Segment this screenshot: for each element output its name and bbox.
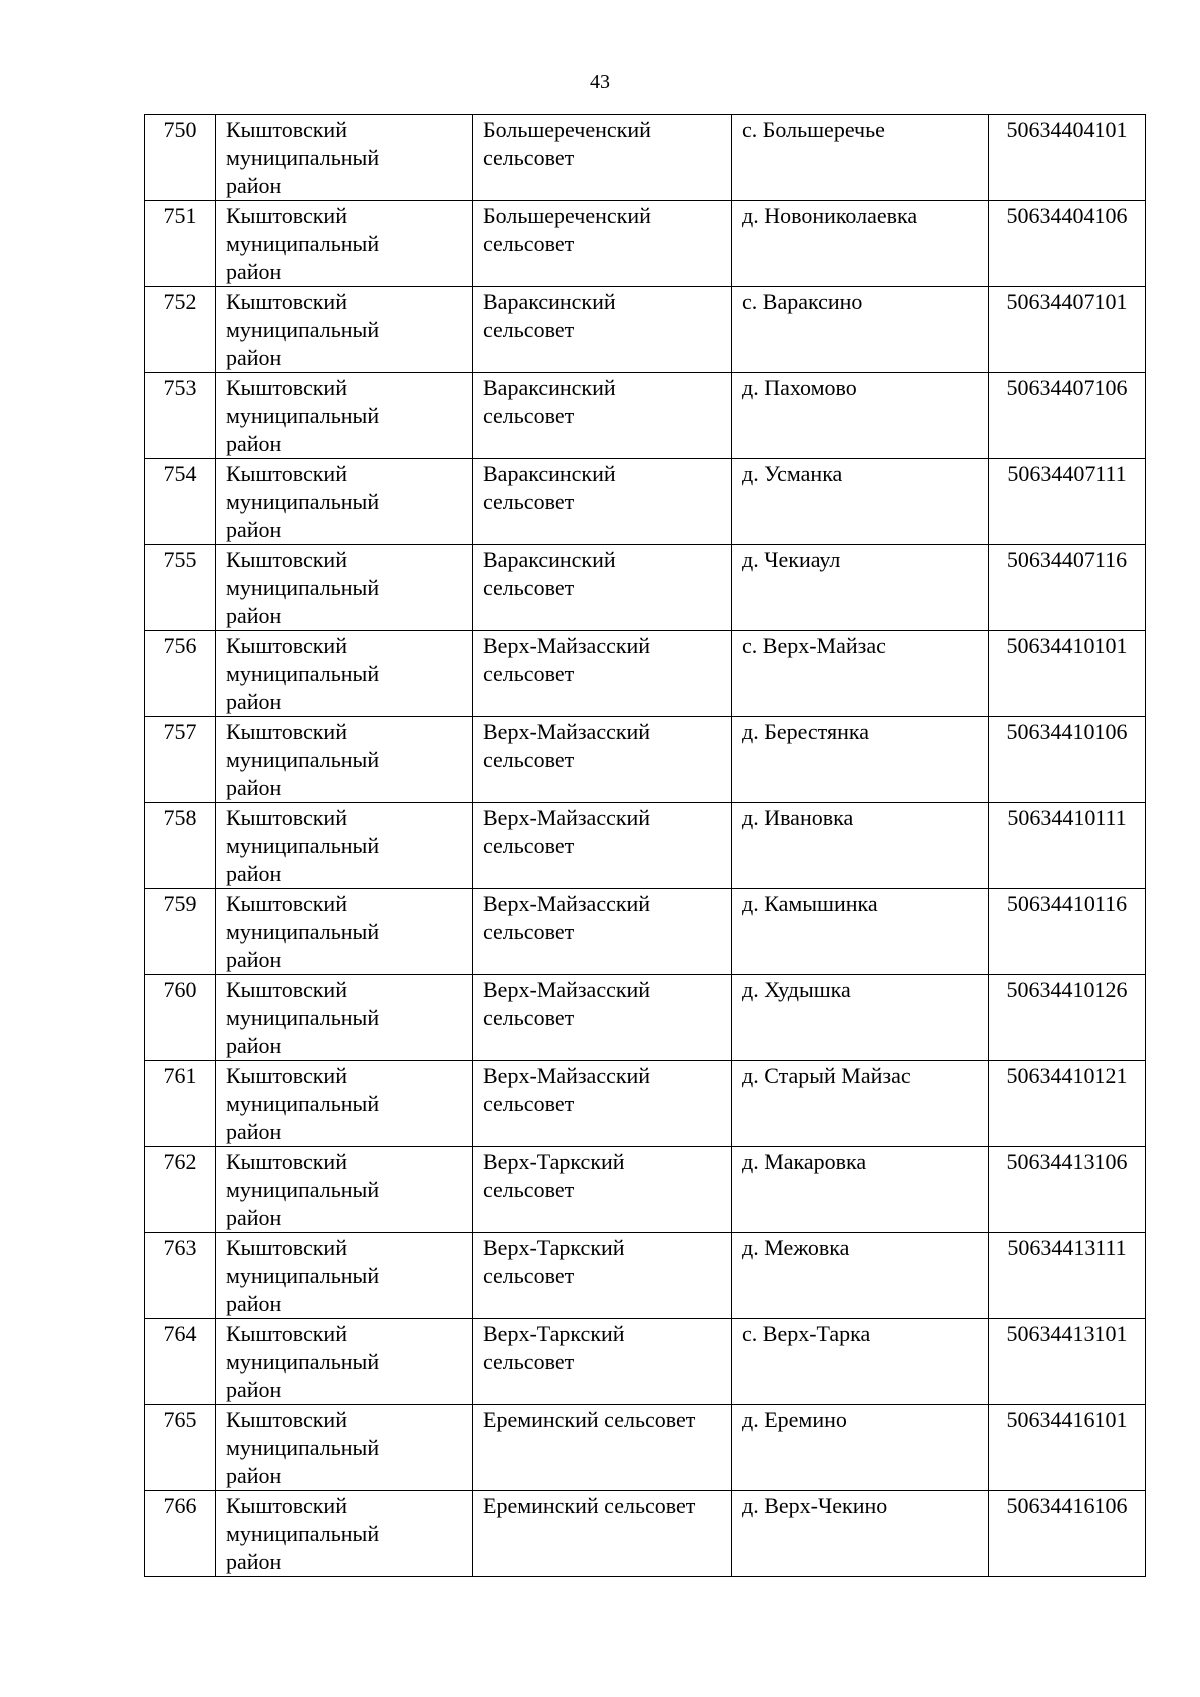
council-cell	[473, 975, 732, 1061]
district-line: муниципальный	[226, 747, 380, 772]
district-cell	[216, 1405, 473, 1491]
row-number-cell: 752	[145, 287, 216, 373]
district-line: муниципальный	[226, 661, 380, 686]
district-line: Кыштовский	[226, 375, 347, 400]
district-line: район	[226, 1291, 282, 1316]
table-body	[145, 115, 1146, 1577]
council-cell	[473, 1319, 732, 1405]
settlement-cell: д. Камышинка	[732, 889, 989, 975]
settlement-cell: д. Усманка	[732, 459, 989, 545]
district-line: район	[226, 345, 282, 370]
district-cell	[216, 115, 473, 201]
council-cell	[473, 115, 732, 201]
district-cell	[216, 803, 473, 889]
council-cell	[473, 201, 732, 287]
table-row	[145, 545, 1146, 631]
district-cell	[216, 201, 473, 287]
district-line: район	[226, 259, 282, 284]
council-cell	[473, 545, 732, 631]
settlement-cell: с. Вараксино	[732, 287, 989, 373]
oktmo-code-cell: 50634410106	[989, 717, 1146, 803]
table-row	[145, 889, 1146, 975]
council-cell	[473, 373, 732, 459]
settlement-cell: д. Межовка	[732, 1233, 989, 1319]
district-line: Кыштовский	[226, 547, 347, 572]
settlements-table	[144, 114, 1146, 1577]
district-cell	[216, 1491, 473, 1577]
district-line: муниципальный	[226, 145, 380, 170]
row-number-cell: 754	[145, 459, 216, 545]
council-line: сельсовет	[483, 403, 575, 428]
district-line: Кыштовский	[226, 805, 347, 830]
row-number-cell: 762	[145, 1147, 216, 1233]
council-line: сельсовет	[483, 1177, 575, 1202]
table-row	[145, 717, 1146, 803]
council-line: сельсовет	[483, 1349, 575, 1374]
council-line: Большереченский	[483, 203, 651, 228]
council-line: сельсовет	[483, 145, 575, 170]
district-cell	[216, 1233, 473, 1319]
district-cell	[216, 1319, 473, 1405]
oktmo-code-cell: 50634404101	[989, 115, 1146, 201]
table-row	[145, 1233, 1146, 1319]
council-line: сельсовет	[483, 317, 575, 342]
district-cell	[216, 975, 473, 1061]
table-row	[145, 975, 1146, 1061]
row-number-cell: 750	[145, 115, 216, 201]
row-number-cell: 759	[145, 889, 216, 975]
settlement-cell: с. Верх-Тарка	[732, 1319, 989, 1405]
row-number-cell: 753	[145, 373, 216, 459]
district-line: Кыштовский	[226, 1493, 347, 1518]
oktmo-code-cell: 50634416106	[989, 1491, 1146, 1577]
council-cell	[473, 1147, 732, 1233]
district-line: район	[226, 775, 282, 800]
district-line: Кыштовский	[226, 461, 347, 486]
district-line: район	[226, 947, 282, 972]
district-line: муниципальный	[226, 1349, 380, 1374]
oktmo-code-cell: 50634410111	[989, 803, 1146, 889]
district-line: Кыштовский	[226, 633, 347, 658]
council-line: Верх-Таркский	[483, 1149, 625, 1174]
council-line: сельсовет	[483, 231, 575, 256]
district-line: муниципальный	[226, 833, 380, 858]
settlement-cell: д. Худышка	[732, 975, 989, 1061]
council-line: Вараксинский	[483, 461, 616, 486]
row-number-cell: 760	[145, 975, 216, 1061]
oktmo-code-cell: 50634416101	[989, 1405, 1146, 1491]
council-line: Ереминский сельсовет	[483, 1407, 696, 1432]
settlement-cell: с. Большеречье	[732, 115, 989, 201]
table-row	[145, 1491, 1146, 1577]
district-line: муниципальный	[226, 1521, 380, 1546]
council-line: Вараксинский	[483, 375, 616, 400]
council-line: Вараксинский	[483, 547, 616, 572]
district-line: Кыштовский	[226, 1321, 347, 1346]
district-line: район	[226, 1377, 282, 1402]
council-cell	[473, 459, 732, 545]
district-line: район	[226, 1549, 282, 1574]
district-cell	[216, 1061, 473, 1147]
council-line: сельсовет	[483, 1091, 575, 1116]
district-line: район	[226, 173, 282, 198]
council-line: Верх-Майзасский	[483, 719, 651, 744]
council-line: Верх-Таркский	[483, 1321, 625, 1346]
table-row	[145, 631, 1146, 717]
council-cell	[473, 1405, 732, 1491]
district-line: муниципальный	[226, 919, 380, 944]
district-line: район	[226, 517, 282, 542]
settlement-cell: с. Верх-Майзас	[732, 631, 989, 717]
council-line: сельсовет	[483, 1005, 575, 1030]
table-row	[145, 115, 1146, 201]
district-line: Кыштовский	[226, 891, 347, 916]
council-line: Верх-Майзасский	[483, 1063, 651, 1088]
council-line: сельсовет	[483, 919, 575, 944]
table-row	[145, 1061, 1146, 1147]
settlement-cell: д. Верх-Чекино	[732, 1491, 989, 1577]
district-line: Кыштовский	[226, 289, 347, 314]
council-line: сельсовет	[483, 489, 575, 514]
council-cell	[473, 631, 732, 717]
district-line: Кыштовский	[226, 719, 347, 744]
table-row	[145, 1319, 1146, 1405]
council-line: сельсовет	[483, 575, 575, 600]
council-cell	[473, 287, 732, 373]
oktmo-code-cell: 50634410126	[989, 975, 1146, 1061]
row-number-cell: 755	[145, 545, 216, 631]
district-line: муниципальный	[226, 489, 380, 514]
district-line: муниципальный	[226, 1005, 380, 1030]
district-line: район	[226, 1463, 282, 1488]
oktmo-code-cell: 50634407116	[989, 545, 1146, 631]
oktmo-code-cell: 50634413106	[989, 1147, 1146, 1233]
district-cell	[216, 545, 473, 631]
council-cell	[473, 1233, 732, 1319]
council-cell	[473, 803, 732, 889]
district-line: Кыштовский	[226, 1407, 347, 1432]
table-row	[145, 459, 1146, 545]
district-line: Кыштовский	[226, 117, 347, 142]
oktmo-code-cell: 50634407111	[989, 459, 1146, 545]
district-line: муниципальный	[226, 575, 380, 600]
oktmo-code-cell: 50634413101	[989, 1319, 1146, 1405]
row-number-cell: 766	[145, 1491, 216, 1577]
district-line: муниципальный	[226, 1091, 380, 1116]
district-line: район	[226, 1205, 282, 1230]
district-cell	[216, 373, 473, 459]
council-cell	[473, 889, 732, 975]
district-line: муниципальный	[226, 1435, 380, 1460]
oktmo-code-cell: 50634413111	[989, 1233, 1146, 1319]
council-line: Ереминский сельсовет	[483, 1493, 696, 1518]
district-cell	[216, 459, 473, 545]
district-cell	[216, 287, 473, 373]
district-cell	[216, 631, 473, 717]
council-line: сельсовет	[483, 833, 575, 858]
oktmo-code-cell: 50634407106	[989, 373, 1146, 459]
settlement-cell: д. Чекиаул	[732, 545, 989, 631]
district-line: район	[226, 603, 282, 628]
table-row	[145, 1405, 1146, 1491]
settlement-cell: д. Еремино	[732, 1405, 989, 1491]
district-line: муниципальный	[226, 1177, 380, 1202]
council-line: сельсовет	[483, 1263, 575, 1288]
district-line: муниципальный	[226, 403, 380, 428]
council-line: Верх-Майзасский	[483, 805, 651, 830]
council-line: Верх-Майзасский	[483, 977, 651, 1002]
row-number-cell: 751	[145, 201, 216, 287]
district-line: муниципальный	[226, 1263, 380, 1288]
row-number-cell: 758	[145, 803, 216, 889]
settlement-cell: д. Ивановка	[732, 803, 989, 889]
council-line: Верх-Майзасский	[483, 891, 651, 916]
settlement-cell: д. Старый Майзас	[732, 1061, 989, 1147]
table-row	[145, 373, 1146, 459]
district-line: район	[226, 861, 282, 886]
oktmo-code-cell: 50634404106	[989, 201, 1146, 287]
district-line: район	[226, 1033, 282, 1058]
oktmo-code-cell: 50634407101	[989, 287, 1146, 373]
council-line: сельсовет	[483, 747, 575, 772]
district-line: Кыштовский	[226, 1149, 347, 1174]
table-row	[145, 1147, 1146, 1233]
settlement-cell: д. Новониколаевка	[732, 201, 989, 287]
table-row	[145, 201, 1146, 287]
council-cell	[473, 717, 732, 803]
district-line: муниципальный	[226, 231, 380, 256]
district-line: район	[226, 689, 282, 714]
district-line: Кыштовский	[226, 977, 347, 1002]
district-line: Кыштовский	[226, 1235, 347, 1260]
district-line: Кыштовский	[226, 1063, 347, 1088]
row-number-cell: 763	[145, 1233, 216, 1319]
settlement-cell: д. Макаровка	[732, 1147, 989, 1233]
row-number-cell: 765	[145, 1405, 216, 1491]
council-line: Вараксинский	[483, 289, 616, 314]
row-number-cell: 764	[145, 1319, 216, 1405]
district-cell	[216, 1147, 473, 1233]
district-line: район	[226, 431, 282, 456]
oktmo-code-cell: 50634410116	[989, 889, 1146, 975]
oktmo-code-cell: 50634410101	[989, 631, 1146, 717]
district-cell	[216, 889, 473, 975]
district-line: муниципальный	[226, 317, 380, 342]
district-line: Кыштовский	[226, 203, 347, 228]
district-line: район	[226, 1119, 282, 1144]
settlement-cell: д. Пахомово	[732, 373, 989, 459]
row-number-cell: 757	[145, 717, 216, 803]
page-number: 43	[590, 71, 610, 93]
oktmo-code-cell: 50634410121	[989, 1061, 1146, 1147]
row-number-cell: 756	[145, 631, 216, 717]
council-cell	[473, 1491, 732, 1577]
council-line: Верх-Майзасский	[483, 633, 651, 658]
table-row	[145, 287, 1146, 373]
council-line: Верх-Таркский	[483, 1235, 625, 1260]
council-cell	[473, 1061, 732, 1147]
council-line: сельсовет	[483, 661, 575, 686]
row-number-cell: 761	[145, 1061, 216, 1147]
council-line: Большереченский	[483, 117, 651, 142]
district-cell	[216, 717, 473, 803]
table-row	[145, 803, 1146, 889]
settlement-cell: д. Берестянка	[732, 717, 989, 803]
